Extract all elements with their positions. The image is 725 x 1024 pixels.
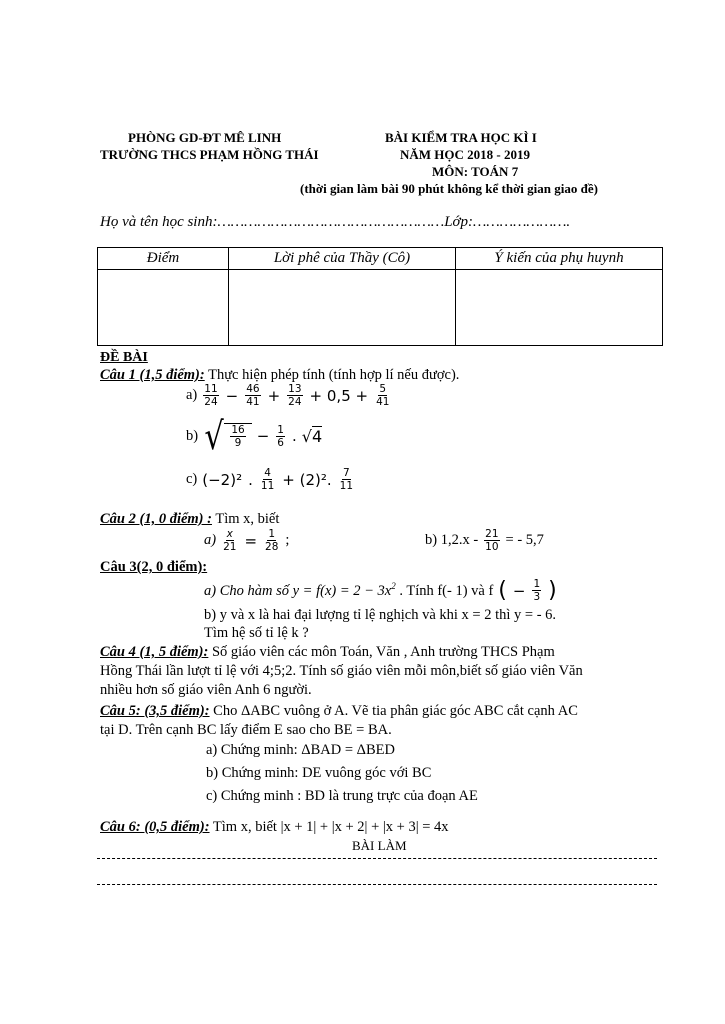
answer-line <box>97 884 657 885</box>
q2-b-label: b) 1,2.x - <box>425 532 479 548</box>
q1-part-c: c) (−2)² . $\frac{4}{11}$ + (2)². $\frac{7}{11}$ <box>186 467 354 492</box>
q1-a-mid: + 0,5 + <box>309 386 369 405</box>
q2-a-end: ; <box>285 532 290 548</box>
teacher-comment-cell <box>229 270 456 346</box>
fraction: $\frac{1}{3}$ <box>533 578 541 603</box>
question-1 <box>100 367 459 384</box>
fraction: $\frac{13}{24}$ <box>288 383 302 408</box>
q1-c-label: c) <box>186 471 198 487</box>
q4-line3: nhiều hơn số giáo viên Anh 6 người. <box>100 682 312 698</box>
fraction: $\frac{1}{28}$ <box>265 528 279 553</box>
subject: MÔN: TOÁN 7 <box>432 164 519 179</box>
q1-a-label: a) <box>186 387 198 403</box>
fraction: $\frac{11}{24}$ <box>204 383 218 408</box>
section-title: ĐỀ BÀI <box>100 350 148 365</box>
q1-b-label: b) <box>186 427 199 444</box>
time-note: (thời gian làm bài 90 phút không kể thời gian giao đề) <box>300 181 598 196</box>
q1-part-a: a) $\frac{11}{24}$ − $\frac{46}{41}$ + $\frac{13}{24}$ + 0,5 + $\frac{5}{41}$ <box>186 383 390 408</box>
q5-part-a: a) Chứng minh: ΔBAD = ΔBED <box>206 742 395 758</box>
q1-title: Câu 1 (1,5 điểm): <box>100 367 205 383</box>
q5-part-b: b) Chứng minh: DE vuông góc với BC <box>206 765 432 781</box>
parent-comment-cell <box>456 270 663 346</box>
q2-b-end: = - 5,7 <box>505 532 544 548</box>
question-5 <box>100 703 578 720</box>
q1-text: Thực hiện phép tính (tính hợp lí nếu được). <box>204 367 460 383</box>
school-name: TRƯỜNG THCS PHẠM HỒNG THÁI <box>100 147 319 162</box>
score-header: Điểm <box>98 248 229 270</box>
q2-text: Tìm x, biết <box>211 511 280 527</box>
q3-a-text: a) Cho hàm số $y = f(x) = 2 - 3x^2$ . Tính f(- 1) và f <box>204 581 494 599</box>
q2-part-a: a) $\frac{x}{21}$ = $\frac{1}{28}$ ; <box>204 528 290 553</box>
question-6 <box>100 819 449 836</box>
q5-line2: tại D. Trên cạnh BC lấy điểm E sao cho BE = BA. <box>100 722 392 738</box>
exam-title: BÀI KIỂM TRA HỌC KÌ I <box>385 130 537 145</box>
q3-part-b-line1: b) y và x là hai đại lượng tỉ lệ nghịch và khi x = 2 thì y = - 6. <box>204 607 557 623</box>
q1-c-power1: (−2)² <box>202 470 243 489</box>
fraction: $\frac{21}{10}$ <box>485 528 499 553</box>
sqrt-content <box>224 423 251 449</box>
school-year: NĂM HỌC 2018 - 2019 <box>400 147 530 162</box>
q3-part-b-line2: Tìm hệ số tỉ lệ k ? <box>204 625 309 641</box>
q4-title: Câu 4 (1, 5 điểm): <box>100 644 209 660</box>
q6-text: Tìm x, biết |x + 1| + |x + 2| + |x + 3| = 4x <box>209 819 449 835</box>
fraction: $\frac{5}{41}$ <box>376 383 390 408</box>
q5-part-c: c) Chứng minh : BD là trung trực của đoạn AE <box>206 788 478 804</box>
small-sqrt: √4 <box>301 426 323 446</box>
parent-comment-header: Ý kiến của phụ huynh <box>456 248 663 270</box>
teacher-comment-header: Lời phê của Thầy (Cô) <box>229 248 456 270</box>
q5-title: Câu 5: (3,5 điểm): <box>100 703 210 719</box>
sqrt-icon: √ <box>204 414 224 458</box>
q6-title: Câu 6: (0,5 điểm): <box>100 819 210 835</box>
q4-line2: Hồng Thái lần lượt tỉ lệ với 4;5;2. Tính số giáo viên mỗi môn,biết số giáo viên Văn <box>100 663 583 679</box>
q1-c-power2: + (2)². <box>282 470 332 489</box>
fraction: $\frac{46}{41}$ <box>246 383 260 408</box>
q2-part-b <box>425 528 544 553</box>
q5-line1: Cho ΔABC vuông ở A. Vẽ tia phân giác góc ABC cắt cạnh AC <box>209 703 578 719</box>
student-info-line: Họ và tên học sinh:……………………………………………Lớp:…………………. <box>100 214 571 230</box>
answer-title: BÀI LÀM <box>352 838 407 853</box>
fraction: $\frac{1}{6}$ <box>277 423 284 449</box>
question-2 <box>100 511 279 528</box>
q4-line1: Số giáo viên các môn Toán, Văn , Anh trường THCS Phạm <box>208 644 555 660</box>
score-cell <box>98 270 229 346</box>
q3-part-a: a) Cho hàm số $y = f(x) = 2 - 3x^2$ . Tính f(- 1) và f ( − $\frac{1}{3}$ ) <box>204 578 557 603</box>
score-table <box>97 247 663 346</box>
dept-name: PHÒNG GD-ĐT MÊ LINH <box>128 130 282 145</box>
q1-part-b: b) √ $\frac{16}{9}$ − $\frac{1}{6}$ . √4 <box>186 414 323 458</box>
q3-title: Câu 3(2, 0 điểm): <box>100 559 208 575</box>
q2-a-label: a) <box>204 532 217 548</box>
fraction: $\frac{16}{9}$ <box>231 424 245 449</box>
question-4 <box>100 644 555 661</box>
q2-title: Câu 2 (1, 0 điểm) : <box>100 511 212 527</box>
fraction: $\frac{4}{11}$ <box>260 467 275 492</box>
fraction: $\frac{7}{11}$ <box>339 467 354 492</box>
answer-line <box>97 858 657 859</box>
fraction: $\frac{x}{21}$ <box>223 528 237 553</box>
